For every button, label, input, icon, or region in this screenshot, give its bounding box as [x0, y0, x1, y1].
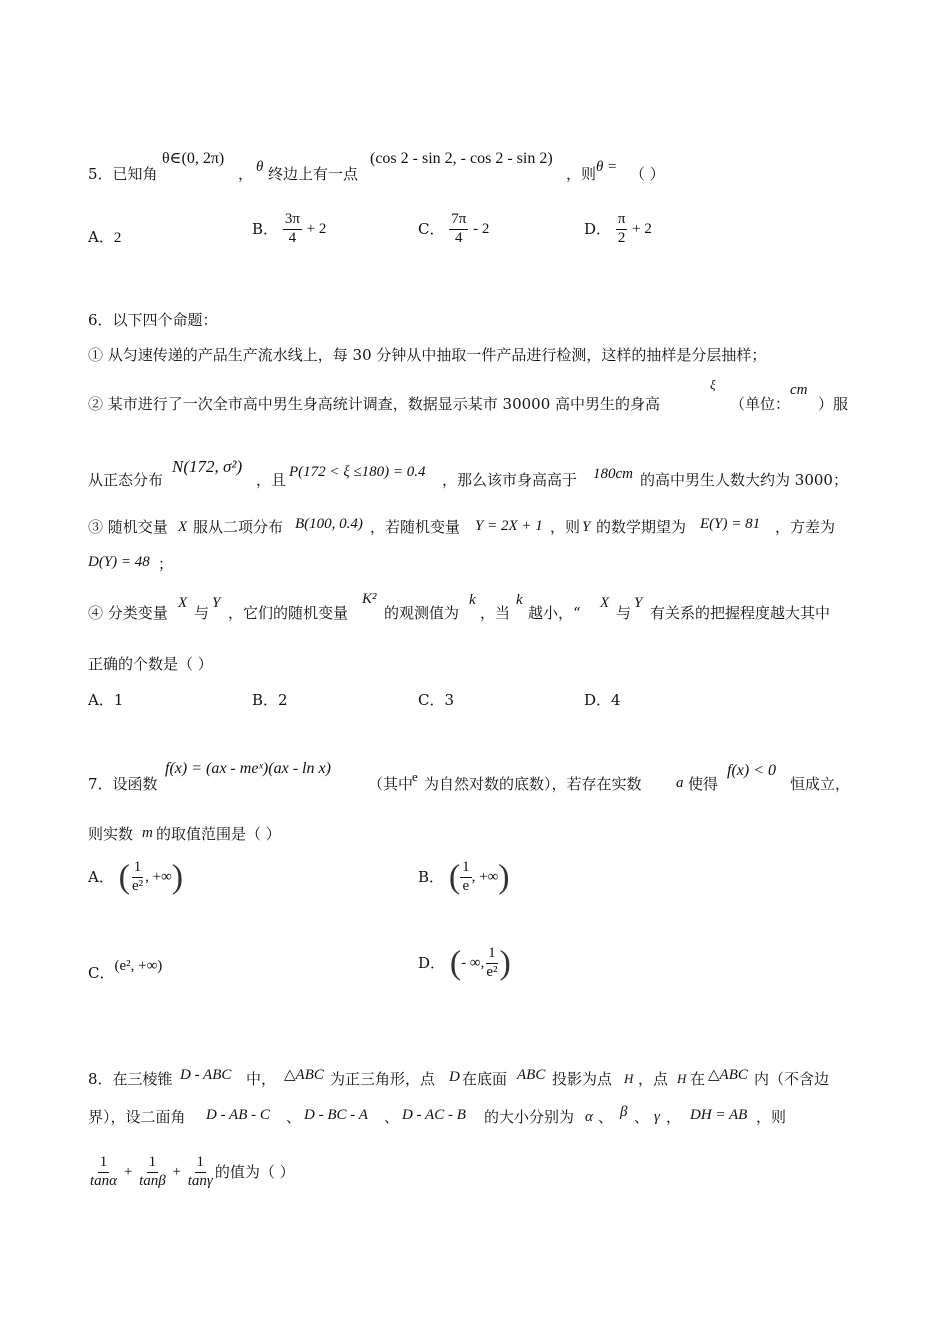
q8-plus-1: + [123, 1163, 133, 1180]
q8-sep2: 、 [384, 1108, 400, 1126]
q7-prefix: 7．设函数 [88, 775, 158, 793]
q8-sep1: 、 [286, 1108, 302, 1126]
q7-option-a-tail: , +∞ [145, 868, 172, 885]
q6-item1: ① 从匀速传递的产品生产流水线上，每 30 分钟从中抽取一件产品进行检测，这样的抽样是分层抽样； [88, 346, 767, 364]
q5-theta-range: θ∈(0, 2π) [162, 150, 225, 167]
q6-item3-c: ，若随机变量 [370, 518, 461, 536]
q8-prefix: 8．在三棱锥 [88, 1070, 173, 1088]
q6-binom: B(100, 0.4) [295, 516, 363, 532]
q6-k: k [469, 592, 476, 608]
q7-option-d-lparen: ( [449, 944, 462, 982]
q5-option-d-tail: + 2 [632, 220, 652, 237]
q8-line2b: 的大小分别为 [484, 1108, 575, 1126]
q6-item4-c: ，它们的随机变量 [228, 604, 349, 622]
q6-item4-X: X [178, 595, 188, 611]
q8-plus-2: + [172, 1163, 181, 1180]
q5-option-b-tail: + 2 [306, 220, 327, 237]
q8-frac-beta-den: tanβ [139, 1172, 166, 1189]
q5-theta: θ [256, 159, 264, 175]
q8-line3: 的值为（ ） [214, 1162, 295, 1181]
q6-item2-unit-open: （单位： [730, 395, 791, 413]
q8-angle2: D - BC - A [304, 1107, 368, 1123]
q7-option-b-label: B． [418, 867, 445, 886]
q7-option-d-head: - ∞, [461, 954, 485, 971]
q5-option-b [252, 212, 326, 247]
q8-sep3: 、 [598, 1108, 614, 1126]
q6-item3-d: ，则 [550, 518, 581, 536]
q6-item2-unit-close: ）服 [818, 395, 849, 413]
q7-option-b-lparen: ( [448, 858, 461, 896]
q5-option-a-value: 2 [113, 230, 122, 246]
q7-option-c-value: (e², +∞) [114, 958, 163, 974]
q8-H2: H [677, 1071, 687, 1086]
q8-frac-beta [137, 1155, 168, 1190]
q7-option-d-rparen: ) [499, 944, 511, 982]
q8-frac-gamma-num: 1 [195, 1155, 207, 1173]
q7-option-b-tail: , +∞ [471, 868, 499, 885]
q5-option-c-num: 7π [449, 212, 468, 230]
q8-line2a: 界），设二面角 [88, 1108, 186, 1126]
q8-t2: 中， [246, 1070, 277, 1088]
q5-text3: ，则 [566, 165, 597, 183]
q7-option-c [88, 958, 163, 982]
q6-title: 6．以下四个命题： [88, 311, 218, 329]
q5-option-c-den: 4 [455, 229, 463, 246]
q7-line2b: 的取值范围是（ ） [156, 825, 281, 843]
q8-angle1: D - AB - C [206, 1107, 270, 1123]
q6-item4-d: 的观测值为 [384, 604, 460, 622]
q6-item3-X: X [178, 519, 188, 535]
q5-option-a [88, 230, 121, 246]
q5-option-c-fraction [449, 212, 468, 247]
q6-Yeq: Y = 2X + 1 [475, 518, 543, 534]
q7-text4: 使得 [688, 775, 719, 793]
q7-m: m [142, 825, 153, 841]
q5-point: (cos 2 - sin 2, - cos 2 - sin 2) [370, 150, 553, 167]
q5-option-d [584, 212, 652, 247]
q7-option-d-den: e² [486, 963, 498, 980]
q6-item4-Y: Y [212, 595, 221, 611]
q6-k2: k [516, 592, 523, 608]
q7-option-c-label: C． [88, 964, 115, 982]
q6-item4-a: ④ 分类变量 [88, 604, 168, 622]
q5-comma: ， [238, 165, 254, 183]
q6-item2-c: ，且 [256, 471, 287, 489]
q6-prob: P(172 < ξ ≤180) = 0.4 [289, 464, 426, 480]
q6-item3-g: ； [158, 555, 174, 573]
q6-item4-i: 正确的个数是（ ） [88, 655, 213, 673]
q7-option-a-den: e² [131, 877, 144, 894]
q6-item4-Y2: Y [634, 595, 643, 611]
q8-comma: ， [666, 1108, 682, 1126]
q8-frac-alpha [88, 1155, 119, 1190]
q5-option-d-label: D． [584, 219, 612, 238]
q7-inequality: f(x) < 0 [727, 762, 776, 779]
q7-text2: （其中 [368, 775, 414, 793]
q7-line2: 则实数 [88, 825, 134, 843]
q6-item4-X2: X [600, 595, 610, 611]
q7-e: e [412, 769, 418, 784]
q6-option-c: C．3 [418, 691, 455, 709]
q6-item4-b: 与 [194, 604, 210, 622]
q8-angle3: D - AC - B [402, 1107, 466, 1123]
q6-item2-a: ② 某市进行了一次全市高中男生身高统计调查，数据显示某市 30000 高中男生的身高 [88, 395, 661, 413]
q8-sep4: 、 [634, 1108, 650, 1126]
q6-item2-d: ，那么该市身高高于 [442, 471, 578, 489]
q5-text2: 终边上有一点 [268, 165, 359, 183]
q5-option-c [418, 212, 489, 247]
q6-item3-Y: Y [582, 519, 591, 535]
q7-option-d-fraction [484, 946, 499, 981]
q8-frac-alpha-den: tanα [90, 1172, 118, 1189]
q7-function: f(x) = (ax - meˣ)(ax - ln x) [165, 760, 331, 777]
q5-option-c-label: C． [418, 219, 445, 238]
q8-triangle-ABC2: △ABC [708, 1067, 748, 1083]
q7-option-b-rparen: ) [498, 858, 510, 896]
q7-option-a-num: 1 [132, 860, 144, 878]
q5-option-b-label: B． [252, 219, 279, 238]
q5-option-b-fraction [283, 212, 302, 247]
q6-K2: K² [362, 591, 377, 607]
q8-frac-alpha-num: 1 [98, 1155, 110, 1173]
q5-prefix: 5．已知角 [88, 165, 158, 183]
q6-normal: N(172, σ²) [172, 457, 243, 476]
q7-option-d-label: D． [418, 953, 446, 972]
q7-option-b-num: 1 [460, 860, 472, 878]
q8-t6: ，点 [638, 1070, 669, 1088]
q8-frac-gamma-den: tanγ [187, 1172, 213, 1189]
q5-theta-eq: θ = [596, 159, 618, 175]
q7-option-a-label: A． [88, 867, 114, 886]
q7-option-d [418, 946, 511, 981]
q6-180cm: 180cm [593, 466, 633, 482]
q8-DH-AB: DH = AB [690, 1107, 748, 1123]
q6-option-d: D．4 [584, 691, 621, 709]
q8-line2c: ，则 [756, 1108, 787, 1126]
q8-expression [88, 1155, 295, 1190]
q6-EY: E(Y) = 81 [700, 516, 761, 532]
q6-xi: ξ [710, 377, 716, 392]
q7-option-d-num: 1 [486, 946, 498, 964]
q6-item2-b: 从正态分布 [88, 471, 164, 489]
q7-option-b-den: e [462, 877, 470, 894]
q5-option-a-label: A． [88, 228, 114, 246]
q8-frac-beta-num: 1 [147, 1155, 159, 1173]
q7-option-b [418, 860, 510, 895]
q7-option-a-fraction [130, 860, 145, 895]
q8-gamma: γ [654, 1109, 660, 1125]
q6-item4-h: 有关系的把握程度越大其中 [650, 604, 831, 622]
q8-t3: 为正三角形，点 [330, 1070, 436, 1088]
q6-item4-f: 越小，“ [528, 604, 581, 622]
q6-item3-a: ③ 随机交量 [88, 518, 168, 536]
q6-item3-f: ，方差为 [775, 518, 836, 536]
q8-t4: 在底面 [462, 1070, 508, 1088]
q6-item2-e: 的高中男生人数大约为 3000； [640, 471, 848, 489]
q7-option-a-rparen: ) [171, 858, 184, 896]
q8-triangle-ABC: △ABC [284, 1067, 324, 1083]
q6-option-b: B．2 [252, 691, 288, 709]
q5-option-c-tail: - 2 [473, 220, 490, 237]
q8-frac-gamma [186, 1155, 215, 1190]
q7-a: a [676, 775, 684, 791]
q5-option-b-num: 3π [283, 212, 302, 230]
q8-t8: 内（不含边 [754, 1070, 830, 1088]
q6-item3-b: 服从二项分布 [193, 518, 284, 536]
q6-item4-e: ，当 [480, 604, 511, 622]
q5-option-d-fraction [616, 212, 628, 247]
q6-cm: cm [790, 382, 808, 398]
q5-option-b-den: 4 [288, 229, 297, 246]
q8-t5: 投影为点 [552, 1070, 613, 1088]
q8-D: D [449, 1069, 460, 1085]
q7-text3: 为自然对数的底数），若存在实数 [424, 775, 642, 793]
q8-ABC: ABC [517, 1067, 546, 1083]
q5-blank: （ ） [630, 165, 665, 183]
q6-option-a: A．1 [88, 691, 124, 709]
q6-item4-g: 与 [616, 604, 632, 622]
q8-t7: 在 [690, 1070, 706, 1088]
q7-option-a-lparen: ( [118, 858, 130, 896]
q6-DY: D(Y) = 48 [88, 554, 150, 570]
q6-item3-e: 的数学期望为 [596, 518, 687, 536]
q7-option-a [88, 860, 183, 895]
q7-text5: 恒成立， [790, 775, 851, 793]
q7-option-b-fraction [460, 860, 472, 895]
q8-beta: β [620, 1104, 628, 1120]
q5-option-d-num: π [616, 212, 628, 230]
q8-alpha: α [585, 1109, 593, 1125]
q8-H: H [624, 1071, 634, 1086]
q8-DABC: D - ABC [180, 1067, 232, 1083]
q5-option-d-den: 2 [617, 229, 626, 246]
